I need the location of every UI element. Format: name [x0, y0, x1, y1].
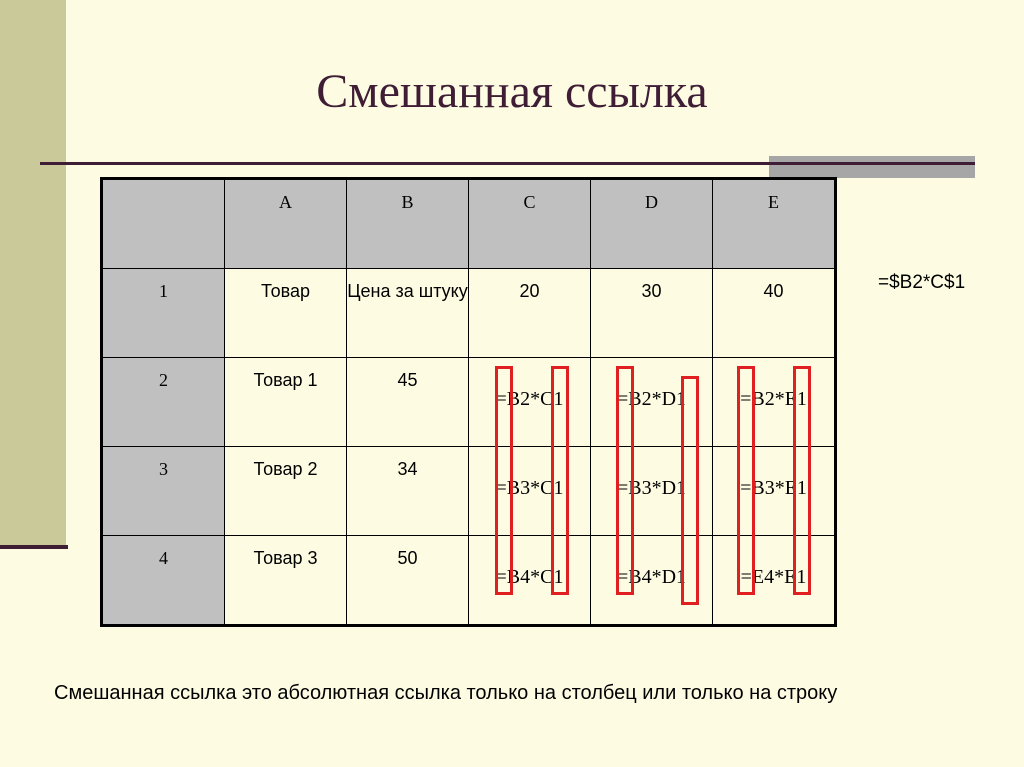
highlight-box-col-e-b — [737, 366, 755, 595]
col-header-c: C — [469, 179, 591, 269]
cell-b2: 45 — [347, 358, 469, 447]
highlight-box-col-c-c — [551, 366, 569, 595]
cell-c3: =B3*C1 — [469, 447, 591, 536]
highlight-box-col-e-e — [793, 366, 811, 595]
definition-text: Смешанная ссылка это абсолютная ссылка только на столбец или только на строку — [54, 682, 838, 704]
cell-c1: 20 — [469, 269, 591, 358]
cell-d1: 30 — [591, 269, 713, 358]
left-decor-line — [0, 545, 68, 549]
row-header: 4 — [102, 536, 225, 626]
corner-cell — [102, 179, 225, 269]
cell-a1: Товар — [225, 269, 347, 358]
cell-a2: Товар 1 — [225, 358, 347, 447]
cell-b1: Цена за штуку — [347, 269, 469, 358]
cell-e4: =E4*E1 — [713, 536, 836, 626]
row-header: 2 — [102, 358, 225, 447]
col-header-b: B — [347, 179, 469, 269]
cell-a3: Товар 2 — [225, 447, 347, 536]
highlight-box-col-d-b — [616, 366, 634, 595]
header-row — [102, 179, 836, 269]
cell-a4: Товар 3 — [225, 536, 347, 626]
col-header-e: E — [713, 179, 836, 269]
cell-d4: =B4*D1 — [591, 536, 713, 626]
cell-b4: 50 — [347, 536, 469, 626]
table-row — [102, 269, 836, 358]
title-rule-accent — [769, 156, 975, 178]
spreadsheet-table — [100, 177, 837, 627]
slide-title: Смешанная ссылка — [316, 65, 708, 118]
highlight-box-col-d-d — [681, 376, 699, 605]
cell-d2: =B2*D1 — [591, 358, 713, 447]
cell-b3: 34 — [347, 447, 469, 536]
title-rule — [40, 162, 975, 165]
table-row — [102, 536, 836, 626]
table-row — [102, 447, 836, 536]
cell-e1: 40 — [713, 269, 836, 358]
highlight-box-col-c-b — [495, 366, 513, 595]
mixed-reference-formula: =$B2*C$1 — [878, 272, 966, 293]
cell-e3: =B3*E1 — [713, 447, 836, 536]
row-header: 3 — [102, 447, 225, 536]
cell-e2: =B2*E1 — [713, 358, 836, 447]
cell-c2: =B2*C1 — [469, 358, 591, 447]
col-header-a: A — [225, 179, 347, 269]
cell-d3: =B3*D1 — [591, 447, 713, 536]
table-row — [102, 358, 836, 447]
row-header: 1 — [102, 269, 225, 358]
col-header-d: D — [591, 179, 713, 269]
cell-c4: =B4*C1 — [469, 536, 591, 626]
